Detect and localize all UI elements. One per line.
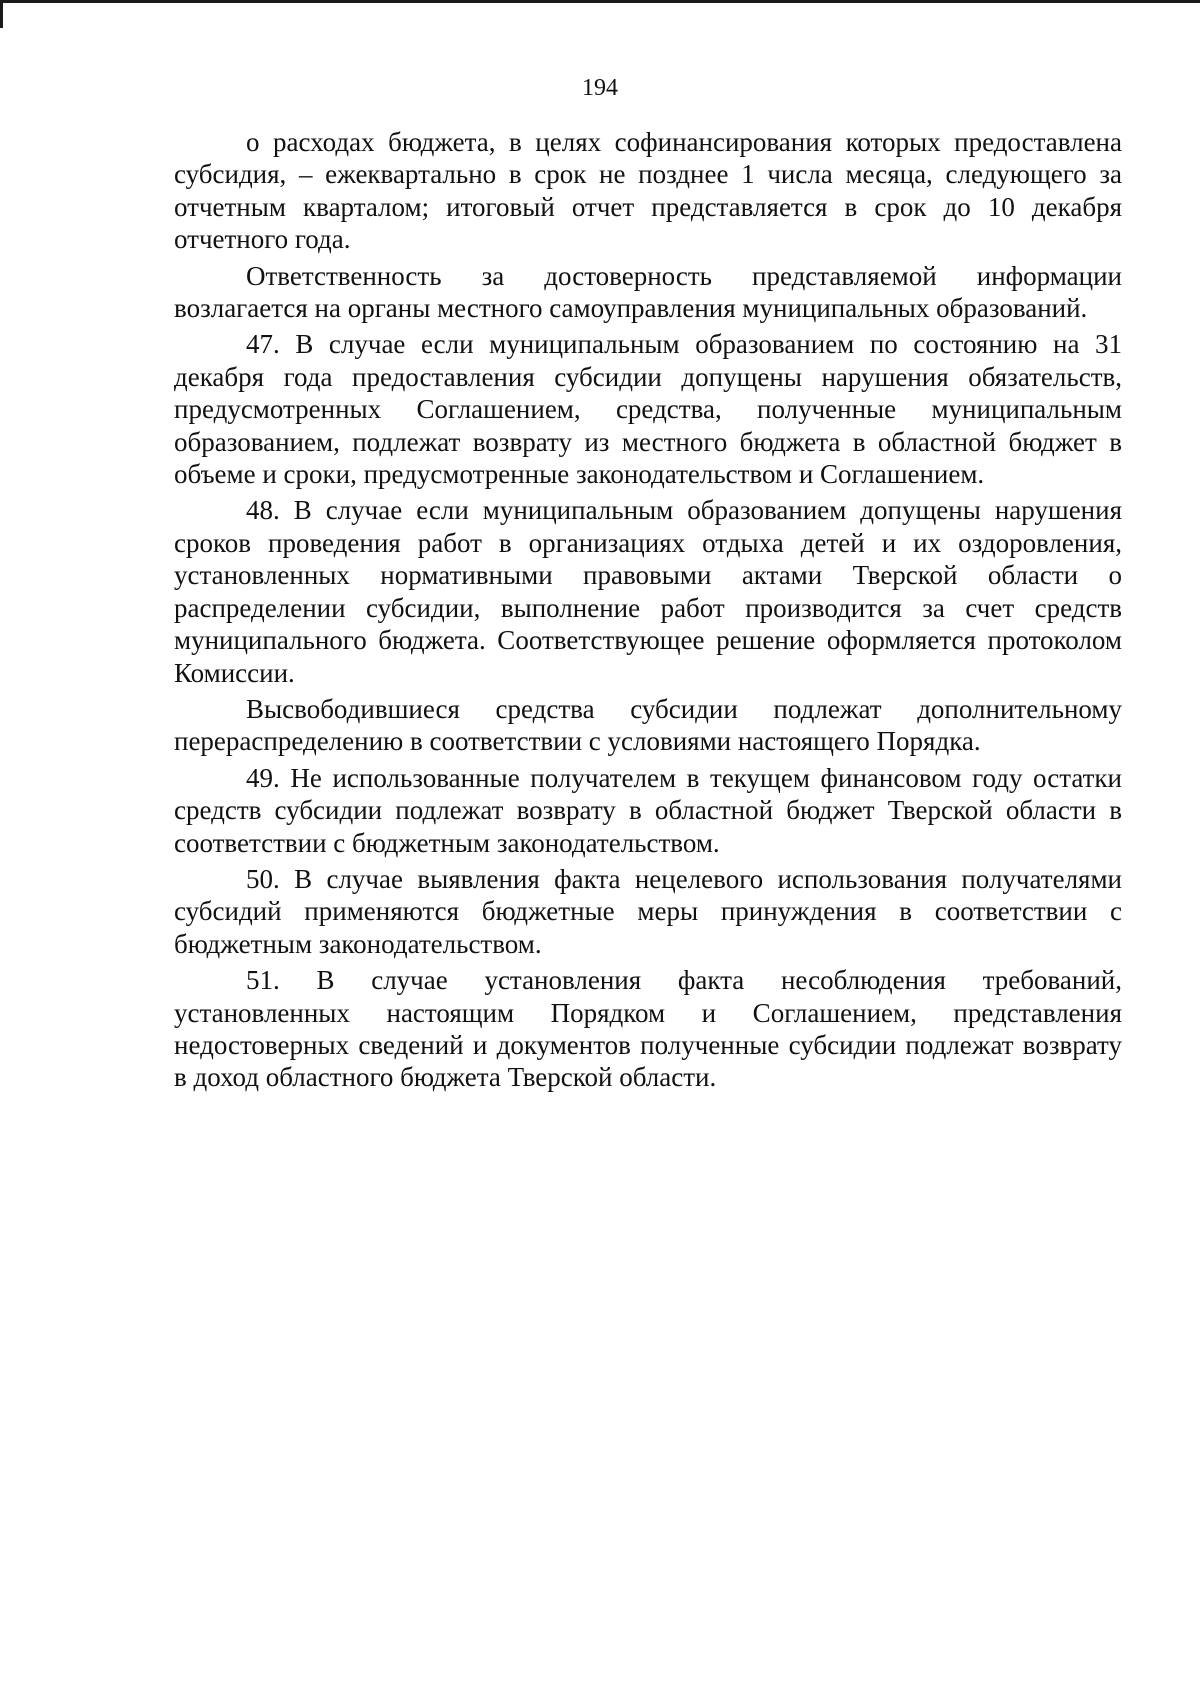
paragraph-clause-49: 49. Не использованные получателем в текущем финансовом году остатки средств субсидии подлежат возврату в областной бюджет Тверской области в соответствии с бюджетным законодательством. <box>174 762 1122 858</box>
scan-edge-top <box>0 0 1200 3</box>
paragraph-report-terms: о расходах бюджета, в целях софинансирования которых предоставлена субсидия, – ежеквартально в срок не позднее 1 числа месяца, следующего за отчетным кварталом; итоговый отчет представляется в срок до 10 декабря отчетного года. <box>174 127 1122 255</box>
scan-edge-left <box>0 0 3 28</box>
paragraph-clause-50: 50. В случае выявления факта нецелевого использования получателями субсидий применяются бюджетные меры принуждения в соответствии с бюджетным законодательством. <box>174 863 1122 959</box>
paragraph-clause-47: 47. В случае если муниципальным образованием по состоянию на 31 декабря года предоставления субсидии допущены нарушения обязательств, предусмотренных Соглашением, средства, полученные муниципальным образованием, подлежат возврату из местного бюджета в областной бюджет в объеме и сроки, предусмотренные законодательством и Соглашением. <box>174 329 1122 490</box>
paragraph-redistribution: Высвободившиеся средства субсидии подлежат дополнительному перераспределению в соответствии с условиями настоящего Порядка. <box>174 693 1122 757</box>
paragraph-clause-51: 51. В случае установления факта несоблюдения требований, установленных настоящим Порядком и Соглашением, представления недостоверных сведений и документов полученные субсидии подлежат возврату в доход областного бюджета Тверской области. <box>174 965 1122 1093</box>
page-number: 194 <box>582 75 618 101</box>
document-body <box>174 126 1122 1098</box>
paragraph-responsibility: Ответственность за достоверность представляемой информации возлагается на органы местного самоуправления муниципальных образований. <box>174 260 1122 324</box>
paragraph-clause-48: 48. В случае если муниципальным образованием допущены нарушения сроков проведения работ в организациях отдыха детей и их оздоровления, установленных нормативными правовыми актами Тверской области о распределении субсидии, выполнение работ производится за счет средств муниципального бюджета. Соответствующее решение оформляется протоколом Комиссии. <box>174 495 1122 688</box>
